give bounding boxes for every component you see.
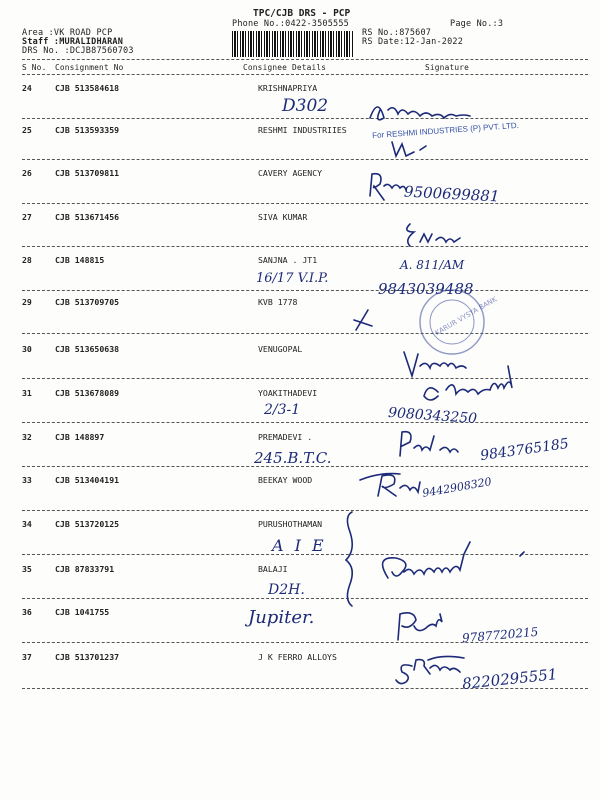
row-consignee: KRISHNAPRIYA [258, 83, 318, 93]
signature [396, 656, 464, 683]
col-consignee: Consignee Details [243, 63, 327, 72]
handwritten-address: D302 [282, 96, 329, 116]
bank-seal [420, 290, 499, 354]
row-consignee: RESHMI INDUSTRIIES [258, 125, 347, 135]
col-consignment: Consignment No [55, 63, 124, 72]
signature [383, 542, 524, 578]
handwritten-address: Jupiter. [248, 607, 315, 628]
row-consignee: BALAJI [258, 564, 288, 574]
row-consignee: VENUGOPAL [258, 344, 303, 354]
row-sno: 34 [22, 519, 32, 529]
handwritten-address: D2H. [268, 582, 305, 598]
row-consignment: CJB 148897 [55, 432, 105, 442]
bracket-mark [346, 512, 352, 606]
area-label: Area :VK ROAD PCP [22, 28, 113, 38]
handwritten-phone: 9500699881 [403, 182, 500, 206]
row-consignee: PREMADEVI . [258, 432, 313, 442]
handwritten-address: 245.B.T.C. [254, 449, 332, 467]
row-consignment: CJB 1041755 [55, 607, 110, 617]
row-consignment: CJB 513404191 [55, 475, 120, 485]
row-consignee: PURUSHOTHAMAN [258, 519, 323, 529]
signature [360, 474, 420, 496]
row-sno: 35 [22, 564, 32, 574]
row-consignment: CJB 513720125 [55, 519, 120, 529]
row-consignment: CJB 513650638 [55, 344, 120, 354]
handwritten-phone: 9843039488 [378, 280, 474, 298]
signature [424, 366, 512, 400]
row-consignee: SANJNA . JT1 [258, 255, 318, 265]
row-consignment: CJB 513678089 [55, 388, 120, 398]
handwritten-note: A. 811/AM [400, 258, 465, 272]
row-consignee: BEEKAY WOOD [258, 475, 313, 485]
row-sno: 25 [22, 125, 32, 135]
row-consignee: J K FERRO ALLOYS [258, 652, 337, 662]
row-consignment: CJB 513709811 [55, 168, 120, 178]
row-sno: 37 [22, 652, 32, 662]
signature [400, 432, 458, 456]
row-sno: 30 [22, 344, 32, 354]
signature [407, 224, 460, 246]
row-sno: 26 [22, 168, 32, 178]
page-number: Page No.:3 [450, 19, 504, 29]
staff-label: Staff :MURALIDHARAN [22, 37, 124, 47]
row-consignment: CJB 148815 [55, 255, 105, 265]
row-sno: 31 [22, 388, 32, 398]
handwritten-phone: 8220295551 [461, 665, 559, 693]
row-consignment: CJB 513709705 [55, 297, 120, 307]
row-consignment: CJB 513593359 [55, 125, 120, 135]
col-signature: Signature [425, 63, 470, 72]
report-title: TPC/CJB DRS - PCP [253, 8, 351, 19]
row-sno: 36 [22, 607, 32, 617]
drs-number: DRS No. :DCJB87560703 [22, 46, 134, 56]
row-consignee: CAVERY AGENCY [258, 168, 323, 178]
company-stamp-text: For RESHMI INDUSTRIES (P) PVT. LTD. [371, 120, 520, 141]
row-sno: 33 [22, 475, 32, 485]
handwritten-address: 16/17 V.I.P. [256, 271, 329, 286]
signature [354, 310, 372, 330]
row-consignment: CJB 513584618 [55, 83, 120, 93]
rs-number: RS No.:875607 [362, 28, 432, 38]
handwritten-phone: 9080343250 [387, 404, 478, 428]
row-sno: 29 [22, 297, 32, 307]
row-consignee: YOAKITHADEVI [258, 388, 318, 398]
row-consignee: KVB 1778 [258, 297, 298, 307]
row-consignee: SIVA KUMAR [258, 212, 308, 222]
phone-number: Phone No.:0422-3505555 [232, 19, 349, 29]
row-sno: 27 [22, 212, 32, 222]
row-sno: 28 [22, 255, 32, 265]
row-consignment: CJB 87833791 [55, 564, 115, 574]
handwritten-address: A I E [272, 536, 327, 555]
handwritten-address: 2/3-1 [264, 402, 301, 418]
signature [398, 613, 442, 640]
row-consignment: CJB 513701237 [55, 652, 120, 662]
col-sno: S No. [22, 63, 47, 72]
row-sno: 24 [22, 83, 32, 93]
svg-text:KARUR VYSYA BANK: KARUR VYSYA BANK [433, 295, 499, 338]
signature [370, 174, 406, 200]
row-sno: 32 [22, 432, 32, 442]
handwritten-phone: 9442908320 [421, 475, 493, 500]
rs-date: RS Date:12-Jan-2022 [362, 37, 464, 47]
handwritten-phone: 9843765185 [479, 435, 570, 465]
row-consignment: CJB 513671456 [55, 212, 120, 222]
signature [404, 352, 466, 376]
signature [392, 142, 426, 156]
signature [370, 107, 470, 120]
handwritten-phone: 9787720215 [461, 624, 539, 646]
